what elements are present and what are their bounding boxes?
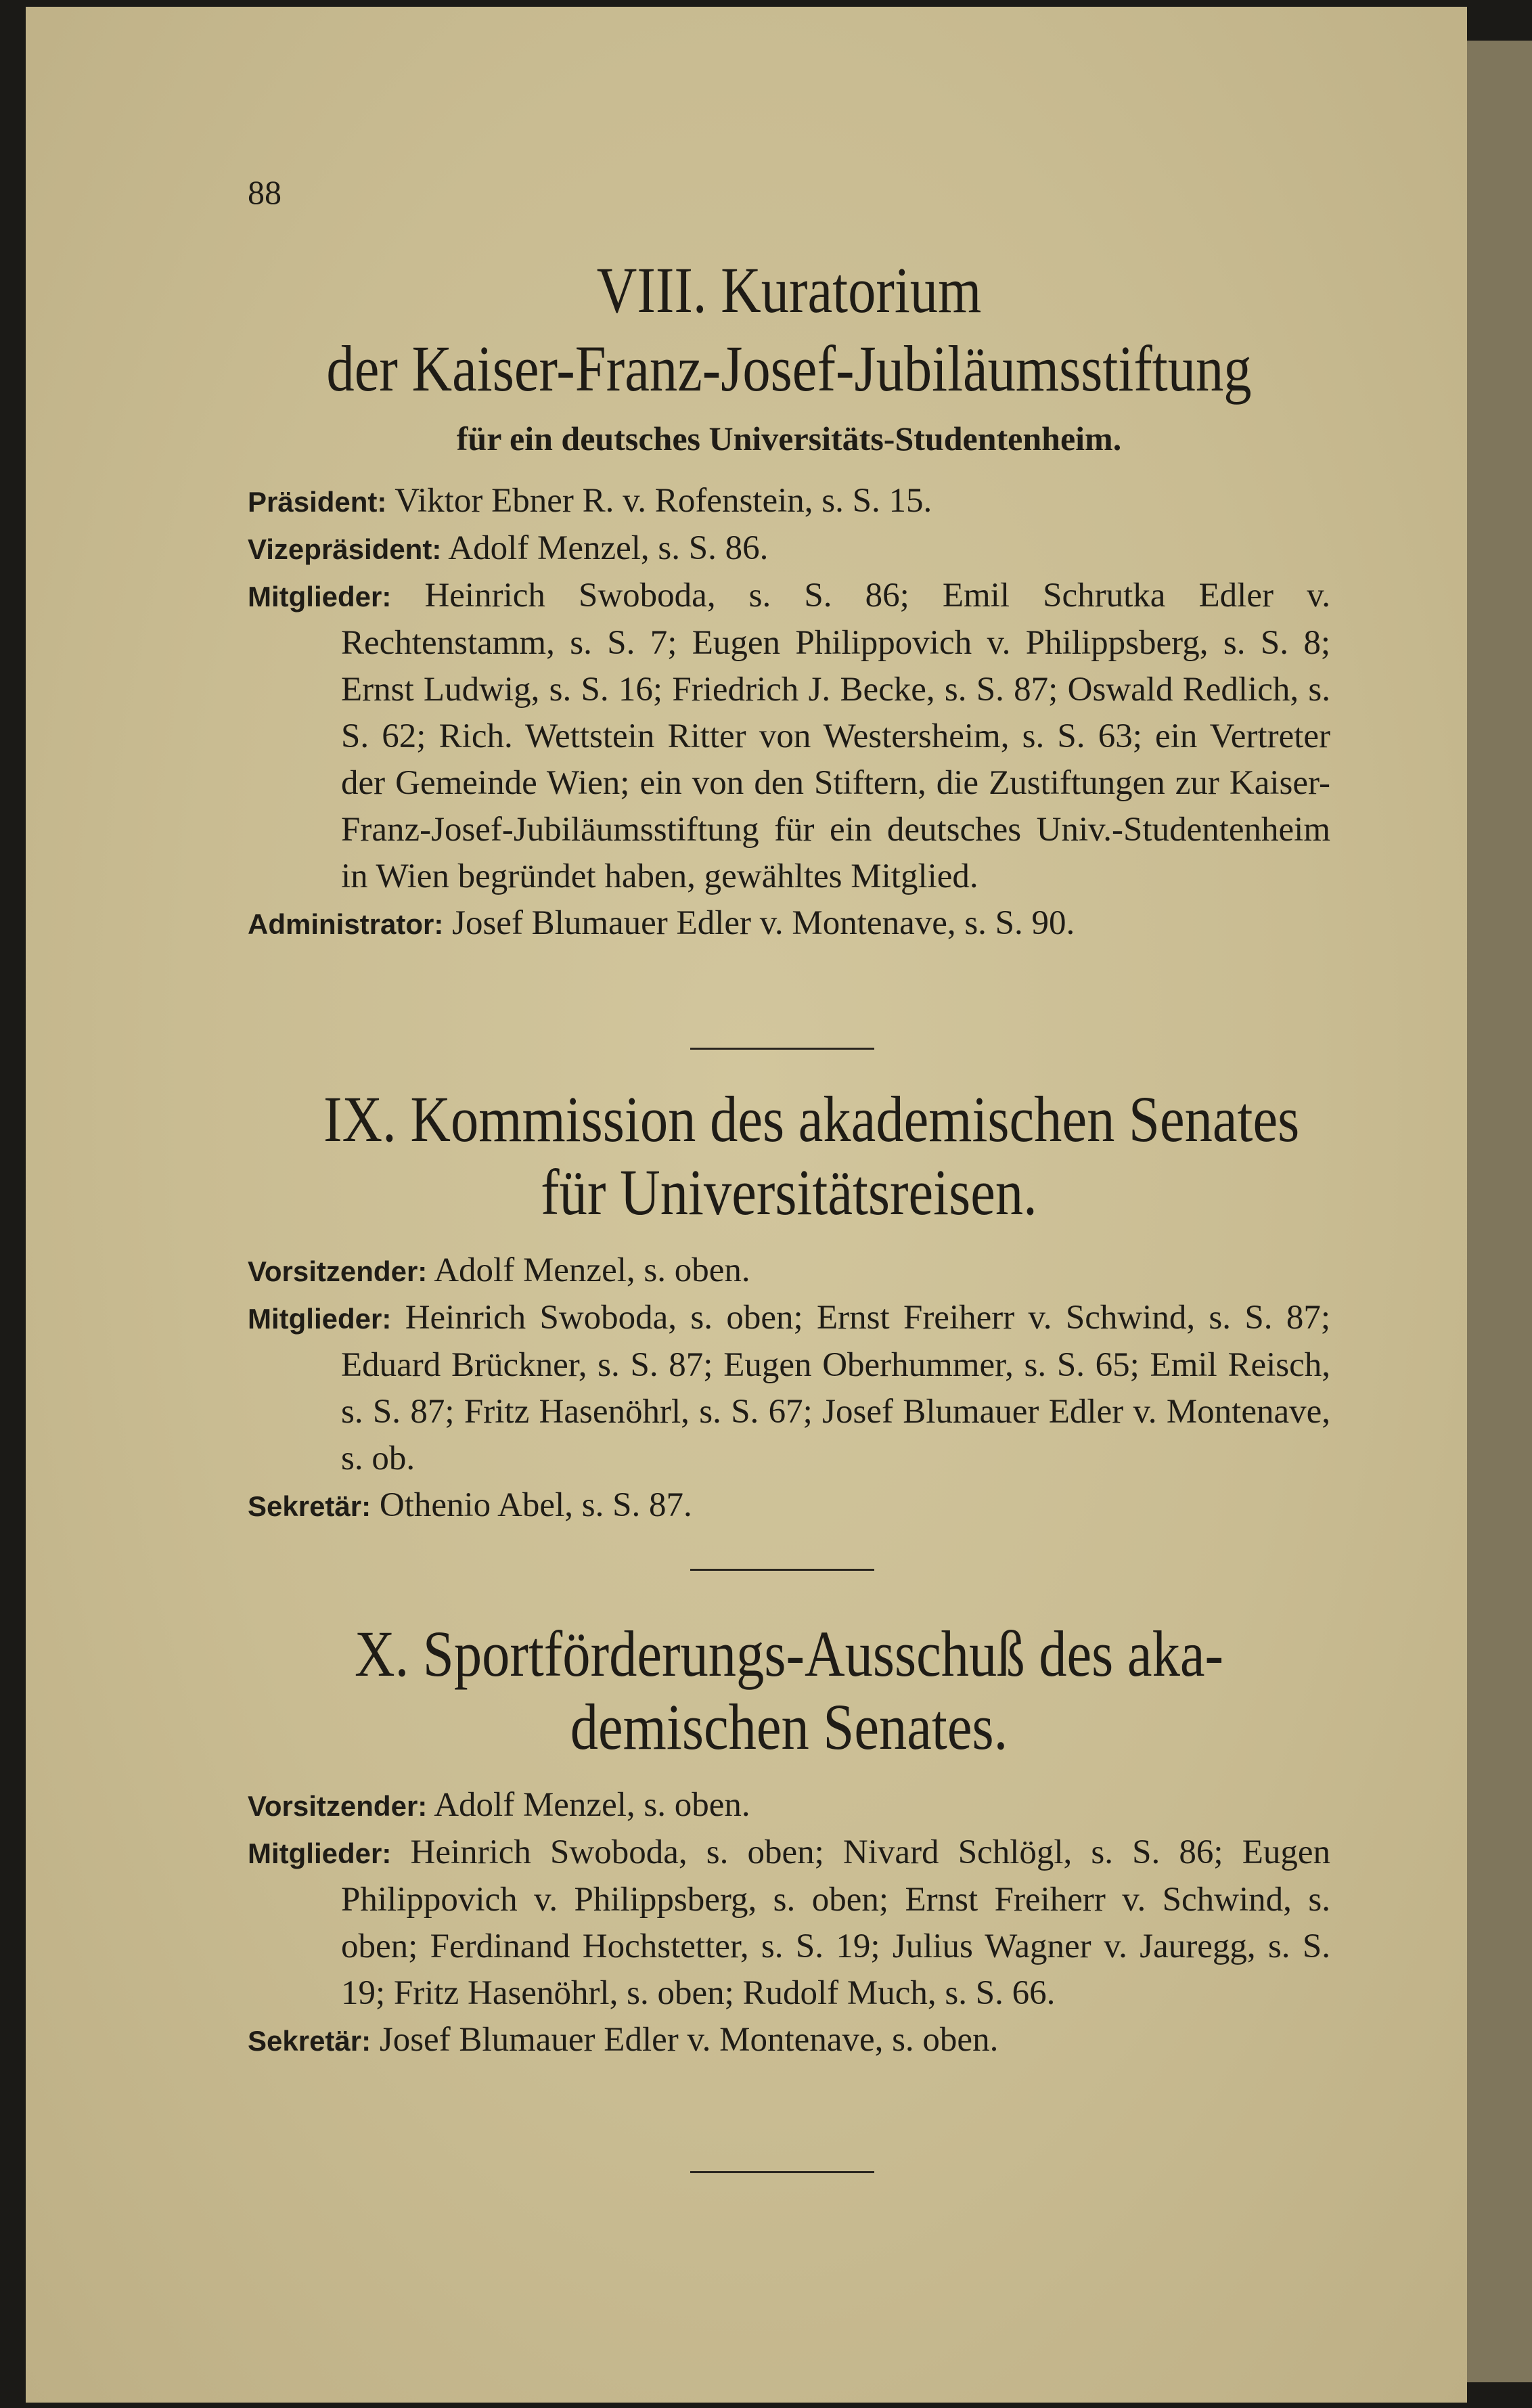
section-title [248, 1083, 1330, 1228]
entry-administrator [248, 900, 1330, 947]
entry-label: Sekretär: [248, 2025, 371, 2057]
entry-vorsitzender [248, 1247, 1330, 1295]
entry-sekretaer [248, 1482, 1330, 1530]
entry-text: Heinrich Swoboda, s. S. 86; Emil Schrutka Edler v. Rechtenstamm, s. S. 7; Eugen Philippovich v. Philippsberg, s. S. 8; Ernst Ludwig, s. S. 16; Friedrich J. Becke, s. S. 87; Oswald Redlich, s. S. 62; Rich. Wettstein Ritter von Westersheim, s. S. 63; ein Vertreter der Gemeinde Wien; ein von den Stiftern, die Zustiftungen zur Kaiser-Franz-Josef-Jubiläumsstiftung für ein deutsches Univ.-Studentenheim in Wien begründet haben, gewähltes Mitglied. [341, 577, 1331, 896]
section-sportfoerderung [248, 1618, 1330, 2064]
entry-text: Othenio Abel, s. S. 87. [379, 1486, 692, 1525]
entry-text: Adolf Menzel, s. oben. [434, 1786, 750, 1825]
entry-label: Mitglieder: [248, 581, 392, 613]
section-kommission [248, 1083, 1330, 1530]
entry-text: Adolf Menzel, s. S. 86. [448, 529, 769, 568]
entry-mitglieder [248, 1295, 1330, 1482]
section-title-line2: für Universitätsreisen. [541, 1155, 1037, 1228]
entry-sekretaer [248, 2017, 1330, 2064]
section-title [248, 1618, 1330, 1763]
section-title-line1: X. Sportförderungs-Ausschuß des aka- [354, 1618, 1223, 1690]
entry-praesident [248, 478, 1330, 525]
entry-label: Sekretär: [248, 1490, 371, 1523]
entry-text: Josef Blumauer Edler v. Montenave, s. oben. [379, 2021, 999, 2059]
page-number: 88 [248, 173, 281, 211]
entry-text: Viktor Ebner R. v. Rofenstein, s. S. 15. [395, 482, 932, 520]
entry-label: Vorsitzender: [248, 1790, 428, 1823]
entry-label: Mitglieder: [248, 1303, 392, 1335]
entry-vorsitzender [248, 1782, 1330, 1829]
section-title-line2: der Kaiser-Franz-Josef-Jubiläumsstiftung [326, 332, 1252, 405]
entry-vizepraesident [248, 525, 1330, 573]
entry-label: Administrator: [248, 908, 444, 941]
book-spine-edge [1467, 41, 1532, 2382]
entry-text: Heinrich Swoboda, s. oben; Nivard Schlögl, s. S. 86; Eugen Philippovich v. Philippsberg, s. oben; Ernst Freiherr v. Schwind, s. oben; Ferdinand Hochstetter, s. S. 19; Julius Wagner v. Jauregg, s. S. 19; Fritz Hasenöhrl, s. oben; Rudolf Much, s. S. 66. [341, 1833, 1330, 2013]
section-divider [690, 1048, 874, 1050]
entry-label: Präsident: [248, 486, 387, 518]
section-title-line2: demischen Senates. [570, 1690, 1008, 1763]
entry-mitglieder [248, 573, 1330, 900]
entry-label: Mitglieder: [248, 1837, 392, 1870]
entry-text: Josef Blumauer Edler v. Montenave, s. S. 90. [452, 904, 1075, 943]
entry-label: Vizepräsident: [248, 533, 442, 566]
section-divider [690, 2171, 874, 2173]
section-divider [690, 1569, 874, 1571]
entry-text: Adolf Menzel, s. oben. [434, 1251, 750, 1290]
entry-mitglieder [248, 1829, 1330, 2017]
section-title-line1: VIII. Kuratorium [596, 254, 982, 326]
section-kuratorium [248, 254, 1330, 947]
section-subtitle: für ein deutsches Universitäts-Studentenheim. [456, 420, 1122, 458]
entry-text: Heinrich Swoboda, s. oben; Ernst Freiherr v. Schwind, s. S. 87; Eduard Brückner, s. S. 87; Eugen Oberhummer, s. S. 65; Emil Reisch, s. S. 87; Fritz Hasenöhrl, s. S. 67; Josef Blumauer Edler v. Montenave, s. ob. [341, 1299, 1330, 1478]
section-title-line1: IX. Kommission des akademischen Senates [323, 1083, 1300, 1155]
entry-label: Vorsitzender: [248, 1255, 428, 1288]
